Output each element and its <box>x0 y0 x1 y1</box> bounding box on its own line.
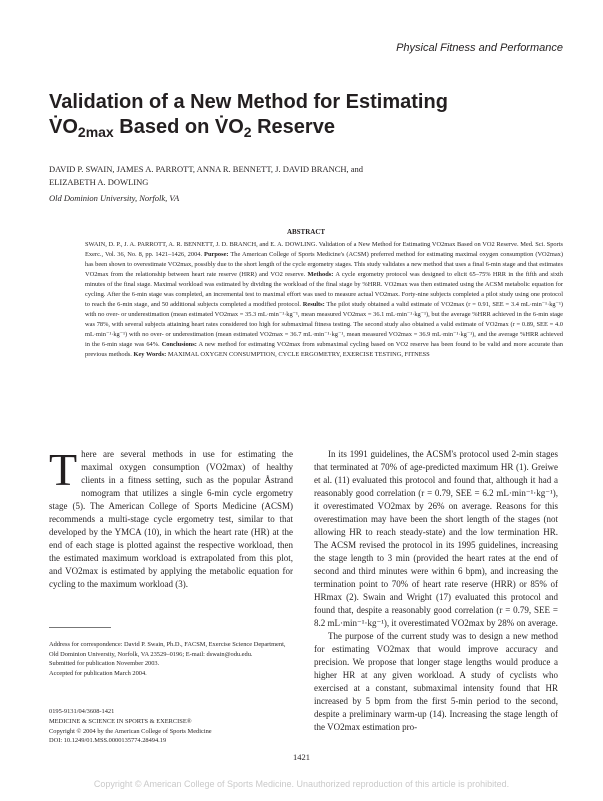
issn: 0195-9131/04/3608-1421 <box>49 708 115 715</box>
abstract-citation: SWAIN, D. P., J. A. PARROTT, A. R. BENNETT, J. D. BRANCH, and E. A. DOWLING. Validation of a New Method for Estimating VO2max Based on VO2 Reserve. Med. Sci. Sports Exerc., Vol. 36, No. 8, pp. 1421–1426, 2004. <box>85 241 563 258</box>
paragraph-acsm-guidelines: In its 1991 guidelines, the ACSM's protocol used 2-min stages that terminated at 70% of age-predicted maximum HR (1). Greiwe et al. (11) evaluated this protocol and found that, although it had a reasonably good correlation (r = 0.79, SEE = 6.2 mL·min⁻¹·kg⁻¹), it overestimated VO2max by 26% on average. Reasons for this overestimation may have been the short length of the stages (not allowing HR to reach steady-state) and the low termination HR. The ACSM revised the protocol in its 1995 guidelines, increasing the stage length to 3 min (provided the heart rates at the end of second and third minutes were within 6 bpm), and increasing the termination point to 70% of heart rate reserve (HRR) or 85% of HRmax (2). Swain and Wright (17) evaluated this protocol and found that, despite a reasonably good correlation (r = 0.79, SEE = 8.2 mL·min⁻¹·kg⁻¹), it overestimated VO2max by 28% on average. <box>314 449 558 628</box>
correspondence-address: Address for correspondence: David P. Swain, Ph.D., FACSM, Exercise Science Department, Old Dominion University, Norfolk, VA 23529–0196; E-mail: dswain@odu.edu. <box>49 641 286 658</box>
drop-cap: T <box>49 444 78 495</box>
footnote-divider <box>49 627 111 628</box>
affiliation: Old Dominion University, Norfolk, VA <box>49 193 180 203</box>
abstract-methods: A cycle ergometry protocol was designed to elicit 65–75% HRR in the fifth and sixth minutes of the final stage. Maximal workload was estimated by dividing the workload of the final stage by %HRR. VO2max was then estimated using the ACSM metabolic equation for cycling. After the 6-min stage was completed, an incremental test to maximal effort was used to measure actual VO2max. Forty-nine subjects completed a pilot study using one protocol to reach the 6-min stage, and 50 additional subjects completed a modified protocol. <box>85 271 563 308</box>
section-label: Physical Fitness and Performance <box>396 42 563 54</box>
page-number: 1421 <box>293 752 310 762</box>
author-list: DAVID P. SWAIN, JAMES A. PARROTT, ANNA R. BENNETT, J. DAVID BRANCH, and ELIZABETH A. DOWLING <box>49 164 364 187</box>
publication-info <box>49 707 293 746</box>
journal-name: MEDICINE & SCIENCE IN SPORTS & EXERCISE® <box>49 717 192 725</box>
body-column-right <box>314 448 558 734</box>
correspondence-footnote <box>49 640 293 678</box>
abstract-purpose: The American College of Sports Medicine's (ACSM) preferred method for estimating maximal oxygen consumption (VO2max) has been shown to overestimate VO2max, possibly due to the short length of the cycle ergometry stages. This study validates a new method that uses a final 6-min stage and that estimates VO2max from the relationship between heart rate reserve (HRR) and VO2 reserve. <box>85 251 564 278</box>
title-line-1: Validation of a New Method for Estimating <box>49 91 448 113</box>
body-column-left <box>49 444 293 591</box>
abstract-keywords: MAXIMAL OXYGEN CONSUMPTION, CYCLE ERGOMETRY, EXERCISE TESTING, FITNESS <box>167 351 430 358</box>
article-title <box>49 90 569 141</box>
copyright-watermark: Copyright © American College of Sports Medicine. Unauthorized reproduction of this article is prohibited. <box>93 779 510 789</box>
abstract-results-label: Results: <box>302 301 325 308</box>
abstract-results: The pilot study obtained a valid estimate of VO2max (r = 0.91, SEE = 3.4 mL·min⁻¹·kg⁻¹) with no over- or underestimation (mean estimated VO2max = 35.3 mL·min⁻¹·kg⁻¹, mean measured VO2max = 36.1 mL·min⁻¹·kg⁻¹), but the average %HRR achieved in the 6-min stage was 78%, with several subjects attaining heart rates considered too high for submaximal fitness testing. The second study also obtained a valid estimate of VO2max (r = 0.89, SEE = 4.0 mL·min⁻¹·kg⁻¹) with no over- or underestimation (mean estimated VO2max = 36.7 mL·min⁻¹·kg⁻¹, mean measured VO2max = 36.9 mL·min⁻¹·kg⁻¹), and the average %HRR achieved in the 6-min stage was 64%. <box>85 301 564 348</box>
copyright-line: Copyright © 2004 by the American College of Sports Medicine <box>49 727 212 735</box>
accepted-date: Accepted for publication March 2004. <box>49 669 147 677</box>
abstract-methods-label: Methods: <box>307 271 334 278</box>
abstract-keywords-label: Key Words: <box>133 351 167 358</box>
submitted-date: Submitted for publication November 2003. <box>49 660 160 667</box>
abstract-heading: ABSTRACT <box>286 228 326 236</box>
paragraph-purpose: The purpose of the current study was to design a new method for estimating VO2max that would improve accuracy and precision. We propose that longer stage lengths would produce a higher HR at any given workload. A study of cyclists who exercised at a constant, submaximal intensity found that HR increased by 5 bpm from the first 5-min period to the second, despite a preliminary warm-up (14). Increasing the stage length of the VO2max estimation pro- <box>314 631 558 732</box>
abstract-body <box>85 240 563 360</box>
abstract-purpose-label: Purpose: <box>204 251 229 258</box>
doi-link[interactable]: DOI: 10.1249/01.MSS.0000135774.28494.19 <box>49 737 167 745</box>
title-line-2: $V̇O_{2max}$ Based on $V̇O_2$ Reserve <box>49 116 335 140</box>
abstract-conclusions-label: Conclusions: <box>161 341 197 348</box>
intro-paragraph: here are several methods in use for estimating the maximal oxygen consumption (VO2max) of healthy clients in a fitness setting, such as the popular Åstrand nomogram that utilizes a single 6-min cycle ergometry stage (5). The American College of Sports Medicine (ACSM) recommends a multi-stage cycle ergometry test, similar to that developed by the YMCA (10), in which the heart rate (HR) at the end of each stage is plotted against the respective workload, then the estimated maximum workload is extrapolated from this plot, and VO2max is estimated by applying the metabolic equation for cycling to the maximum workload (3). <box>49 449 293 589</box>
abstract-conclusions: A new method for estimating VO2max from submaximal cycling based on VO2 reserve has been found to be valid and more accurate than previous methods. <box>85 341 563 358</box>
